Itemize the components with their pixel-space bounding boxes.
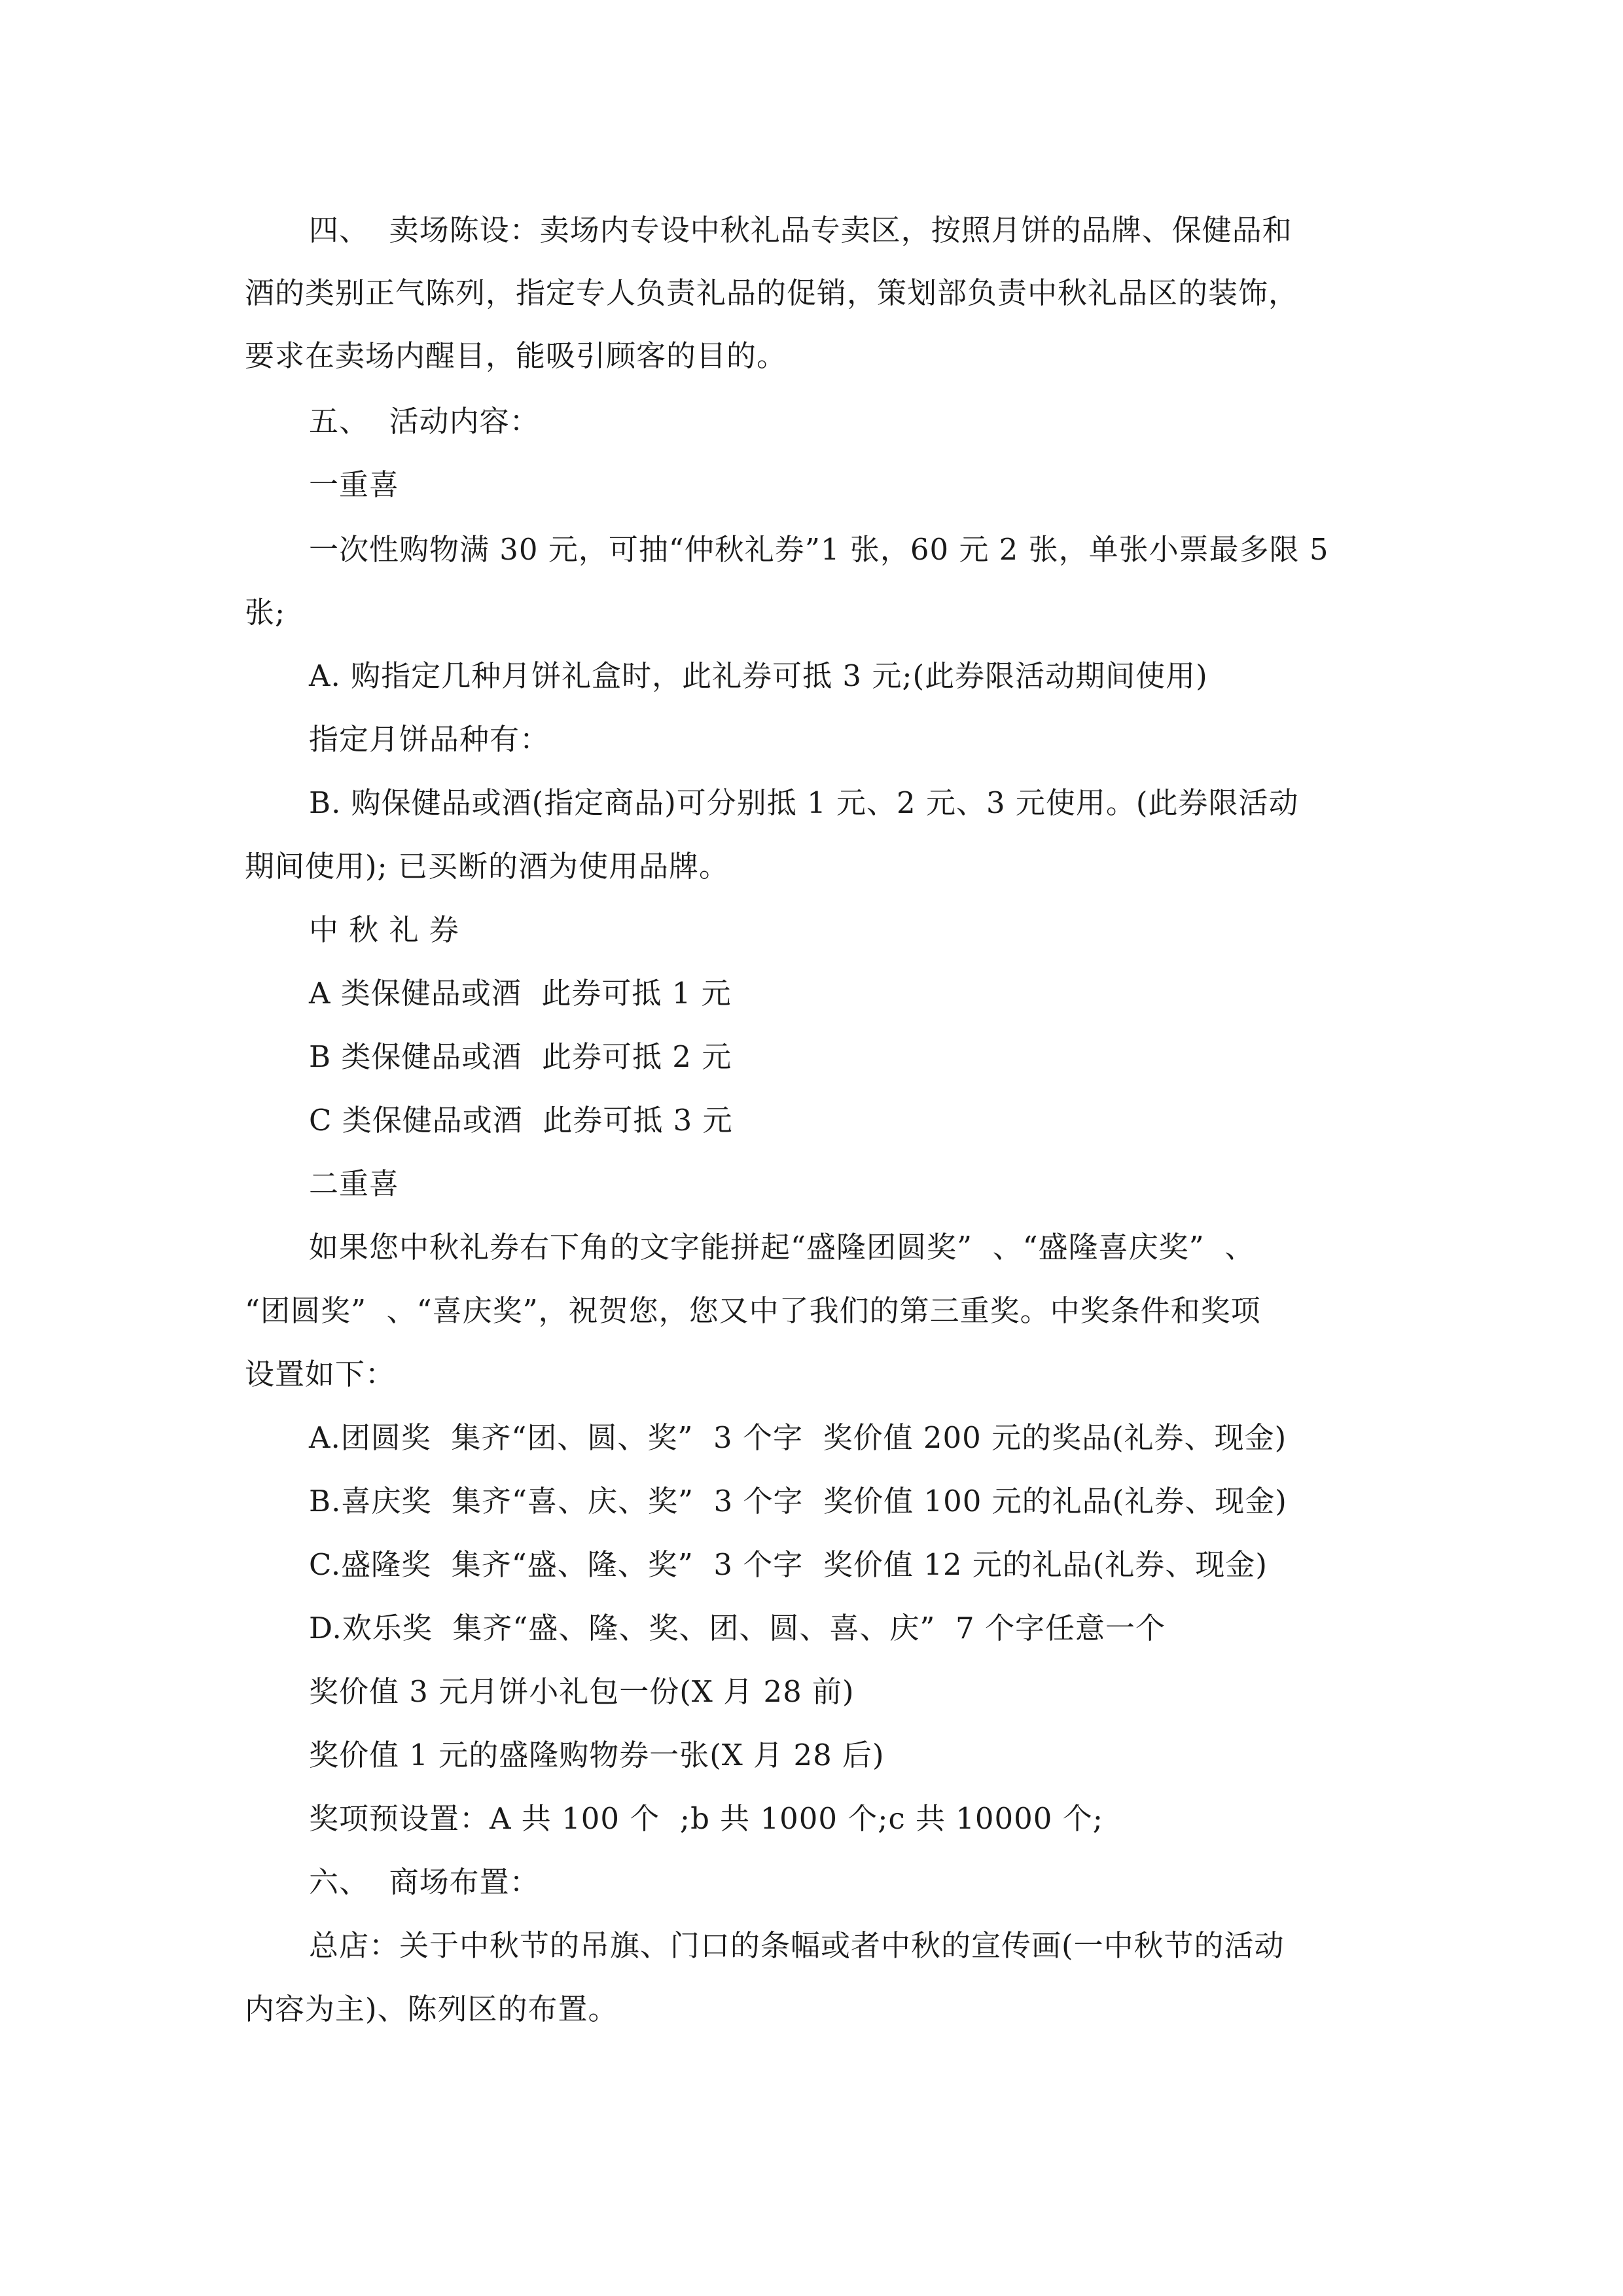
list-item: B.喜庆奖 集齐“喜、庆、奖” 3 个字 奖价值 100 元的礼品(礼券、现金) [309,1484,1287,1518]
list-item: D.欢乐奖 集齐“盛、隆、奖、团、圆、喜、庆” 7 个字任意一个 [309,1611,1166,1645]
list-item: A 类保健品或酒 此券可抵 1 元 [309,976,732,1011]
section-heading: 六、 商场布置： [309,1865,540,1899]
text-line: 内容为主)、陈列区的布置。 [245,1992,618,2026]
text-line: 总店：关于中秋节的吊旗、门口的条幅或者中秋的宣传画(一中秋节的活动 [309,1928,1285,1963]
list-item: C.盛隆奖 集齐“盛、隆、奖” 3 个字 奖价值 12 元的礼品(礼券、现金) [309,1547,1268,1582]
subheading: 一重喜 [309,467,400,502]
list-item: A.团圆奖 集齐“团、圆、奖” 3 个字 奖价值 200 元的奖品(礼券、现金) [309,1420,1287,1455]
subheading: 中 秋 礼 券 [309,912,459,947]
text-line: 奖价值 3 元月饼小礼包一份(X 月 28 前) [309,1674,855,1709]
text-line: 张; [245,595,286,630]
text-line: 四、 卖场陈设：卖场内专设中秋礼品专卖区，按照月饼的品牌、保健品和 [309,213,1293,247]
text-line: B. 购保健品或酒(指定商品)可分别抵 1 元、2 元、3 元使用。(此券限活动 [309,785,1299,820]
text-line: 奖价值 1 元的盛隆购物券一张(X 月 28 后) [309,1738,885,1772]
text-line: A. 购指定几种月饼礼盒时，此礼券可抵 3 元;(此券限活动期间使用) [309,658,1208,693]
text-line: 设置如下： [245,1357,396,1391]
text-line: 如果您中秋礼券右下角的文字能拼起“盛隆团圆奖” 、“盛隆喜庆奖” 、 [309,1230,1255,1265]
list-item: B 类保健品或酒 此券可抵 2 元 [309,1039,732,1074]
text-line: 期间使用); 已买断的酒为使用品牌。 [245,849,730,884]
text-line: 指定月饼品种有： [309,722,550,757]
section-heading: 五、 活动内容： [309,404,540,439]
text-line: “团圆奖” 、“喜庆奖”，祝贺您，您又中了我们的第三重奖。中奖条件和奖项 [245,1293,1261,1328]
text-line: 酒的类别正气陈列，指定专人负责礼品的促销，策划部负责中秋礼品区的装饰， [245,276,1299,310]
subheading: 二重喜 [309,1166,400,1201]
text-line: 一次性购物满 30 元，可抽“仲秋礼券”1 张，60 元 2 张，单张小票最多限 5 [309,532,1329,567]
text-line: 要求在卖场内醒目，能吸引顾客的目的。 [245,338,787,373]
list-item: C 类保健品或酒 此券可抵 3 元 [309,1103,733,1138]
text-line: 奖项预设置：A 共 100 个 ;b 共 1000 个;c 共 10000 个; [309,1801,1103,1836]
